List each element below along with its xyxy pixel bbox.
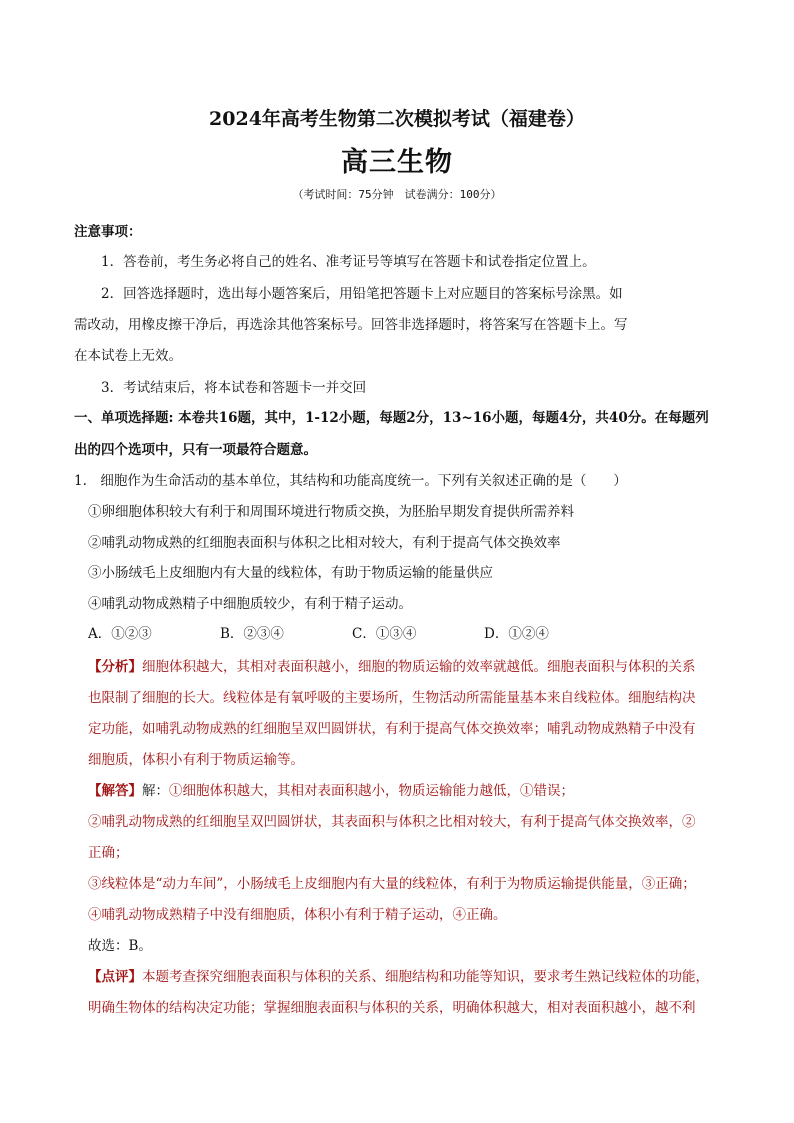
answer-prefix: 解： [142, 783, 169, 799]
notice-heading: 注意事项： [74, 224, 142, 240]
exam-info: （考试时间：75分钟 试卷满分：100分） [292, 188, 502, 201]
statement-4: ④哺乳动物成熟精子中细胞质较少，有利于精子运动。 [88, 596, 412, 612]
option-a: A．①②③ [88, 626, 152, 642]
answer-choice: 故选：B。 [88, 938, 152, 954]
answer-options [88, 622, 648, 642]
answer-line-2: ②哺乳动物成熟的红细胞呈双凹圆饼状，其表面积与体积之比相对较大，有利于提高气体交换效率，② [88, 814, 696, 830]
subject-title: 高三生物 [341, 147, 453, 178]
comment-text: 本题考查探究细胞表面积与体积的关系、细胞结构和功能等知识，要求考生熟记线粒体的功能， [142, 969, 709, 985]
answer-line-5: ④哺乳动物成熟精子中没有细胞质，体积小有利于精子运动，④正确。 [88, 907, 507, 923]
answer-line-3: 正确； [88, 845, 129, 861]
answer-text: ①细胞体积越大，其相对表面积越小，物质运输能力越低，①错误； [169, 783, 574, 799]
notice-item-2-cont: 在本试卷上无效。 [74, 348, 182, 364]
answer-line-1 [88, 779, 574, 799]
comment-line-1 [88, 965, 709, 985]
section-heading: 一、单项选择题: 本卷共16题，其中，1-12小题，每题2分，13~16小题，每题4分，共40分。在每题列 [74, 410, 709, 426]
comment-tag: 【点评】 [88, 969, 142, 985]
comment-line-2: 明确生物体的结构决定功能；掌握细胞表面积与体积的关系，明确体积越大，相对表面积越小，越不利 [88, 1000, 696, 1016]
section-heading-cont: 出的四个选项中，只有一项最符合题意。 [74, 442, 317, 458]
answer-line-4: ③线粒体是“动力车间”，小肠绒毛上皮细胞内有大量的线粒体，有利于为物质运输提供能量，③正确； [88, 876, 696, 892]
analysis-line-2: 也限制了细胞的长大。线粒体是有氧呼吸的主要场所，生物活动所需能量基本来自线粒体。细胞结构决 [88, 690, 696, 706]
analysis-tag: 【分析】 [88, 659, 142, 675]
statement-1: ①卵细胞体积较大有利于和周围环境进行物质交换，为胚胎早期发育提供所需养料 [88, 504, 574, 520]
option-d: D．①②④ [484, 626, 549, 642]
analysis-line-1 [88, 655, 696, 675]
analysis-line-4: 细胞质，体积小有利于物质运输等。 [88, 752, 304, 768]
notice-item-1: 1．答卷前，考生务必将自己的姓名、准考证号等填写在答题卡和试卷指定位置上。 [101, 254, 596, 270]
analysis-text: 细胞体积越大，其相对表面积越小，细胞的物质运输的效率就越低。细胞表面积与体积的关系 [142, 659, 696, 675]
analysis-line-3: 定功能，如哺乳动物成熟的红细胞呈双凹圆饼状，有利于提高气体交换效率；哺乳动物成熟精子中没有 [88, 721, 696, 737]
notice-item-3: 3．考试结束后，将本试卷和答题卡一并交回 [101, 380, 367, 396]
notice-item-2: 2．回答选择题时，选出每小题答案后，用铅笔把答题卡上对应题目的答案标号涂黑。如 [101, 286, 623, 302]
exam-title: 2024年高考生物第二次模拟考试（福建卷） [209, 108, 585, 130]
statement-3: ③小肠绒毛上皮细胞内有大量的线粒体，有助于物质运输的能量供应 [88, 565, 493, 581]
notice-item-2-cont: 需改动，用橡皮擦干净后，再选涂其他答案标号。回答非选择题时，将答案写在答题卡上。写 [74, 317, 628, 333]
answer-tag: 【解答】 [88, 783, 142, 799]
question-stem: 1. 细胞作为生命活动的基本单位，其结构和功能高度统一。下列有关叙述正确的是（ ） [74, 473, 627, 489]
statement-2: ②哺乳动物成熟的红细胞表面积与体积之比相对较大，有利于提高气体交换效率 [88, 535, 561, 551]
option-c: C．①③④ [352, 626, 417, 642]
option-b: B．②③④ [220, 626, 284, 642]
